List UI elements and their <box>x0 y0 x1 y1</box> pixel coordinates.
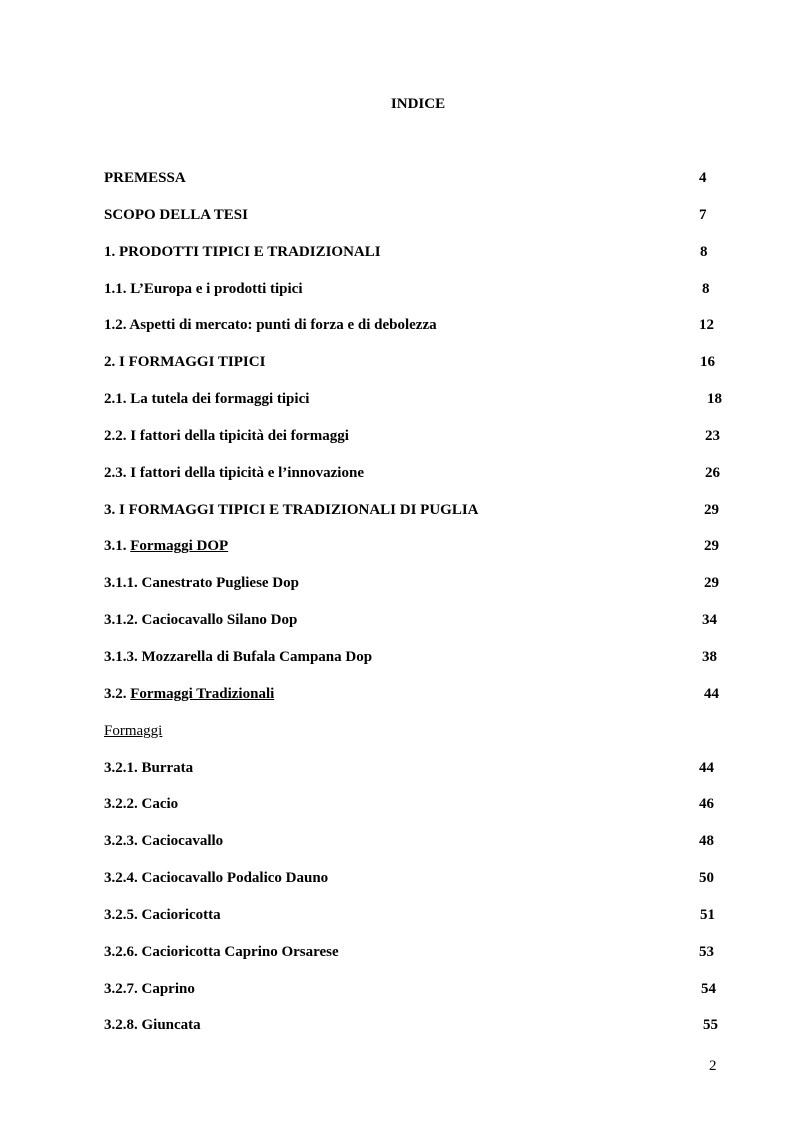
toc-entry-page: 23 <box>705 427 720 444</box>
toc-entry-page: 55 <box>703 1017 718 1034</box>
toc-entry <box>104 610 744 647</box>
page-title: INDICE <box>390 96 446 112</box>
toc-entry-label: 3.2.5. Cacioricotta <box>104 906 221 923</box>
table-of-contents <box>104 168 744 1052</box>
toc-entry <box>104 536 744 573</box>
toc-entry-page: 12 <box>699 317 714 334</box>
toc-entry-label: 3. I FORMAGGI TIPICI E TRADIZIONALI DI PUGLIA <box>104 501 479 518</box>
toc-entry-label: 2. I FORMAGGI TIPICI <box>104 354 266 371</box>
toc-entry-label: 2.3. I fattori della tipicità e l’innovazione <box>104 464 364 481</box>
toc-entry-label: 1.2. Aspetti di mercato: punti di forza e di debolezza <box>104 317 437 334</box>
toc-entry-page: 29 <box>704 538 719 555</box>
toc-entry <box>104 794 744 831</box>
toc-entry-page: 44 <box>704 685 719 702</box>
toc-entry <box>104 758 744 795</box>
toc-entry <box>104 242 744 279</box>
toc-entry <box>104 573 744 610</box>
toc-entry-page: 4 <box>699 170 707 186</box>
toc-entry <box>104 463 744 500</box>
toc-entry-title: Formaggi DOP <box>130 538 229 555</box>
toc-entry-number: 3.1. <box>104 538 131 555</box>
toc-entry-page: 34 <box>702 612 717 629</box>
toc-entry-page: 50 <box>699 870 714 887</box>
toc-entry-number: 3.2. <box>104 685 131 702</box>
toc-entry-label: 3.1.2. Caciocavallo Silano Dop <box>104 612 298 629</box>
toc-entry-page: 53 <box>699 943 714 960</box>
toc-entry <box>104 942 744 979</box>
toc-entry <box>104 352 744 389</box>
toc-entry-label: 3.2.8. Giuncata <box>104 1017 201 1034</box>
toc-entry-page: 7 <box>699 206 707 223</box>
toc-entry <box>104 979 744 1016</box>
toc-entry-label <box>104 684 274 704</box>
toc-entry-label <box>104 536 228 556</box>
toc-entry <box>104 279 744 316</box>
toc-entry-label: 3.2.6. Cacioricotta Caprino Orsarese <box>104 943 339 960</box>
toc-entry-page: 48 <box>699 833 714 850</box>
toc-entry-label: 3.2.1. Burrata <box>104 759 194 776</box>
toc-entry <box>104 721 744 758</box>
toc-entry-page: 18 <box>707 391 722 408</box>
toc-entry <box>104 426 744 463</box>
toc-entry <box>104 1015 744 1052</box>
toc-entry-page: 8 <box>702 280 710 297</box>
toc-entry <box>104 647 744 684</box>
toc-entry-label: 2.1. La tutela dei formaggi tipici <box>104 391 310 408</box>
toc-entry-page: 29 <box>704 575 719 592</box>
toc-entry <box>104 500 744 537</box>
toc-entry-page: 16 <box>700 354 715 371</box>
toc-entry-page: 38 <box>702 648 717 665</box>
toc-entry <box>104 389 744 426</box>
toc-entry-label: SCOPO DELLA TESI <box>104 206 248 223</box>
toc-entry-page: 29 <box>704 501 719 518</box>
toc-entry-title: Formaggi Tradizionali <box>130 685 275 702</box>
toc-entry <box>104 205 744 242</box>
page-number: 2 <box>709 1058 717 1074</box>
toc-entry-label: 1.1. L’Europa e i prodotti tipici <box>104 280 303 297</box>
toc-entry-label: 3.2.2. Cacio <box>104 796 179 813</box>
toc-entry <box>104 684 744 721</box>
toc-section-title: Formaggi <box>104 722 163 739</box>
toc-entry <box>104 315 744 352</box>
toc-entry-label: 3.2.4. Caciocavallo Podalico Dauno <box>104 870 329 887</box>
toc-entry-page: 54 <box>701 980 716 997</box>
toc-entry <box>104 868 744 905</box>
toc-entry-label: 2.2. I fattori della tipicità dei formaggi <box>104 427 349 444</box>
toc-entry <box>104 168 744 205</box>
toc-entry <box>104 831 744 868</box>
toc-section-label <box>104 721 162 741</box>
toc-entry-page: 8 <box>700 243 708 260</box>
toc-entry-label: 3.1.3. Mozzarella di Bufala Campana Dop <box>104 648 373 665</box>
toc-entry-label: 1. PRODOTTI TIPICI E TRADIZIONALI <box>104 243 381 260</box>
toc-entry-page: 51 <box>700 906 715 923</box>
toc-entry-page: 26 <box>705 464 720 481</box>
toc-entry-label: 3.1.1. Canestrato Pugliese Dop <box>104 575 299 592</box>
toc-entry-page: 44 <box>699 759 714 776</box>
toc-entry-label: 3.2.3. Caciocavallo <box>104 833 224 850</box>
toc-entry-page: 46 <box>699 796 714 813</box>
toc-entry-label: 3.2.7. Caprino <box>104 980 195 997</box>
toc-entry-label: PREMESSA <box>104 170 186 186</box>
toc-entry <box>104 905 744 942</box>
